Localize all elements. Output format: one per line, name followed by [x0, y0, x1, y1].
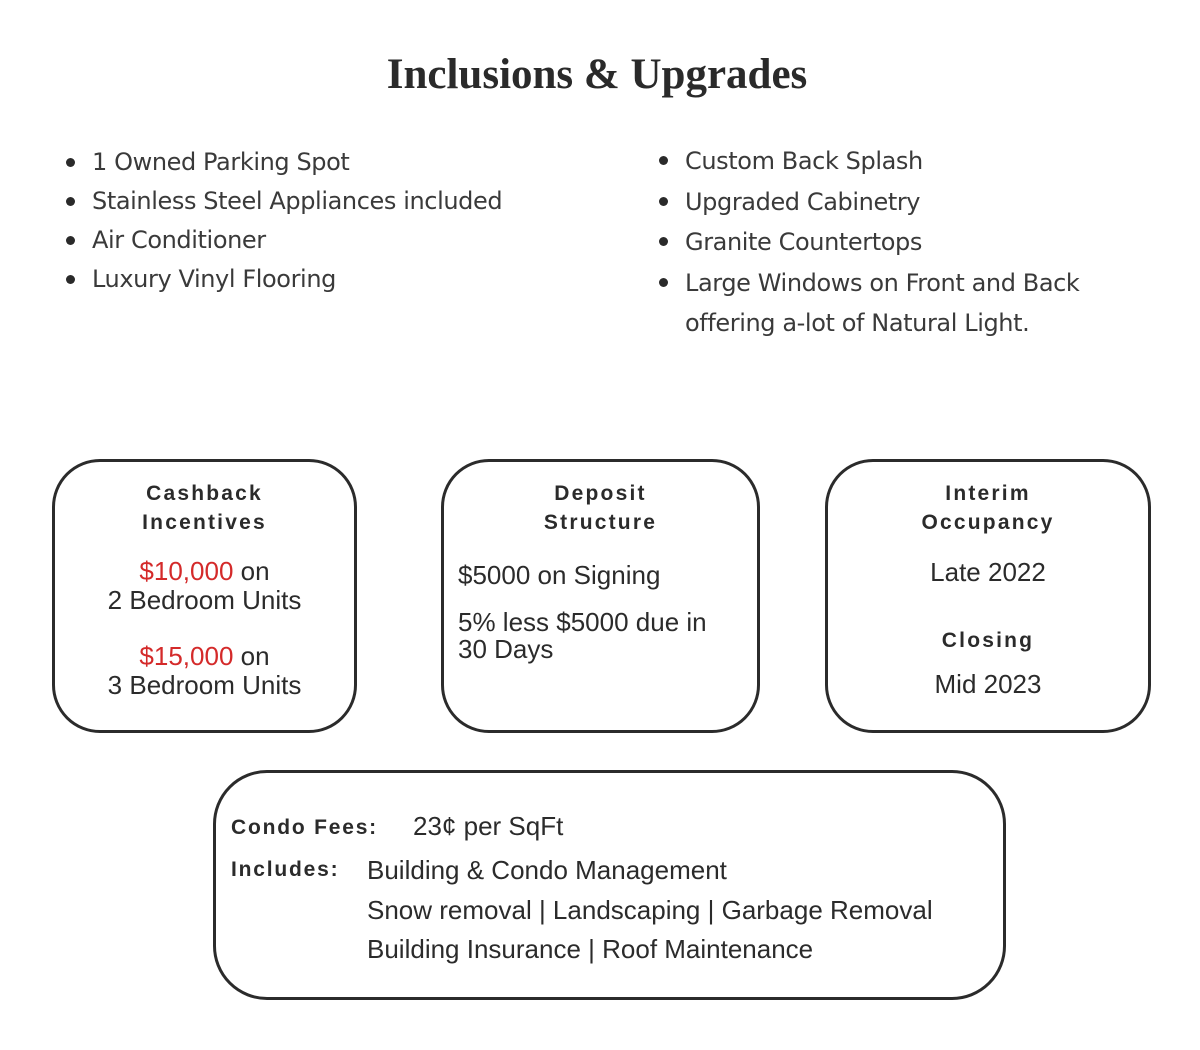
includes-item: Building & Condo Management — [367, 855, 727, 885]
deposit-structure-card — [441, 459, 760, 733]
offer-3-bedroom — [55, 642, 354, 700]
offer-amount: $15,000 — [139, 641, 234, 671]
deposit-signing: $5000 on Signing — [458, 560, 661, 590]
offer-units: 2 Bedroom Units — [107, 585, 302, 615]
heading-line: Occupancy — [921, 511, 1055, 534]
offer-units: 3 Bedroom Units — [107, 670, 302, 700]
closing-value: Mid 2023 — [934, 669, 1042, 699]
list-item: 1 Owned Parking Spot — [64, 143, 502, 182]
occupancy-value: Late 2022 — [930, 557, 1046, 587]
includes-item: Building Insurance | Roof Maintenance — [367, 934, 814, 964]
offer-2-bedroom — [55, 557, 354, 615]
list-item: Stainless Steel Appliances included — [64, 182, 502, 221]
list-item: Air Conditioner — [64, 221, 502, 260]
list-item: Luxury Vinyl Flooring — [64, 260, 502, 299]
inclusions-list-right — [657, 141, 1117, 344]
offer-on: on — [240, 556, 270, 586]
deposit-balance-line: 30 Days — [458, 634, 554, 664]
offer-on: on — [240, 641, 270, 671]
deposit-balance — [458, 609, 707, 663]
heading-line: Cashback — [146, 482, 263, 505]
heading-line: Interim — [945, 482, 1031, 505]
heading-line: Structure — [543, 511, 658, 534]
deposit-balance-line: 5% less $5000 due in — [458, 607, 707, 637]
list-item: Upgraded Cabinetry — [657, 182, 1117, 223]
closing-heading: Closing — [941, 629, 1035, 652]
list-item: Custom Back Splash — [657, 141, 1117, 182]
offer-amount: $10,000 — [139, 556, 234, 586]
condo-fees-card — [213, 770, 1006, 1000]
list-item: Granite Countertops — [657, 222, 1117, 263]
heading-line: Incentives — [142, 511, 267, 534]
page-title: Inclusions & Upgrades — [386, 51, 808, 98]
condo-fees-label: Condo Fees: — [231, 816, 378, 839]
cashback-heading — [55, 479, 354, 537]
inclusions-list-left — [64, 143, 502, 299]
includes-item: Snow removal | Landscaping | Garbage Removal — [367, 895, 933, 925]
condo-fees-value: 23¢ per SqFt — [413, 811, 564, 841]
cashback-incentives-card — [52, 459, 357, 733]
occupancy-heading — [828, 479, 1148, 537]
includes-label: Includes: — [231, 858, 340, 881]
list-item: Large Windows on Front and Back offering a-lot of Natural Light. — [657, 263, 1117, 344]
heading-line: Deposit — [554, 482, 647, 505]
interim-occupancy-card — [825, 459, 1151, 733]
deposit-heading — [444, 479, 757, 537]
